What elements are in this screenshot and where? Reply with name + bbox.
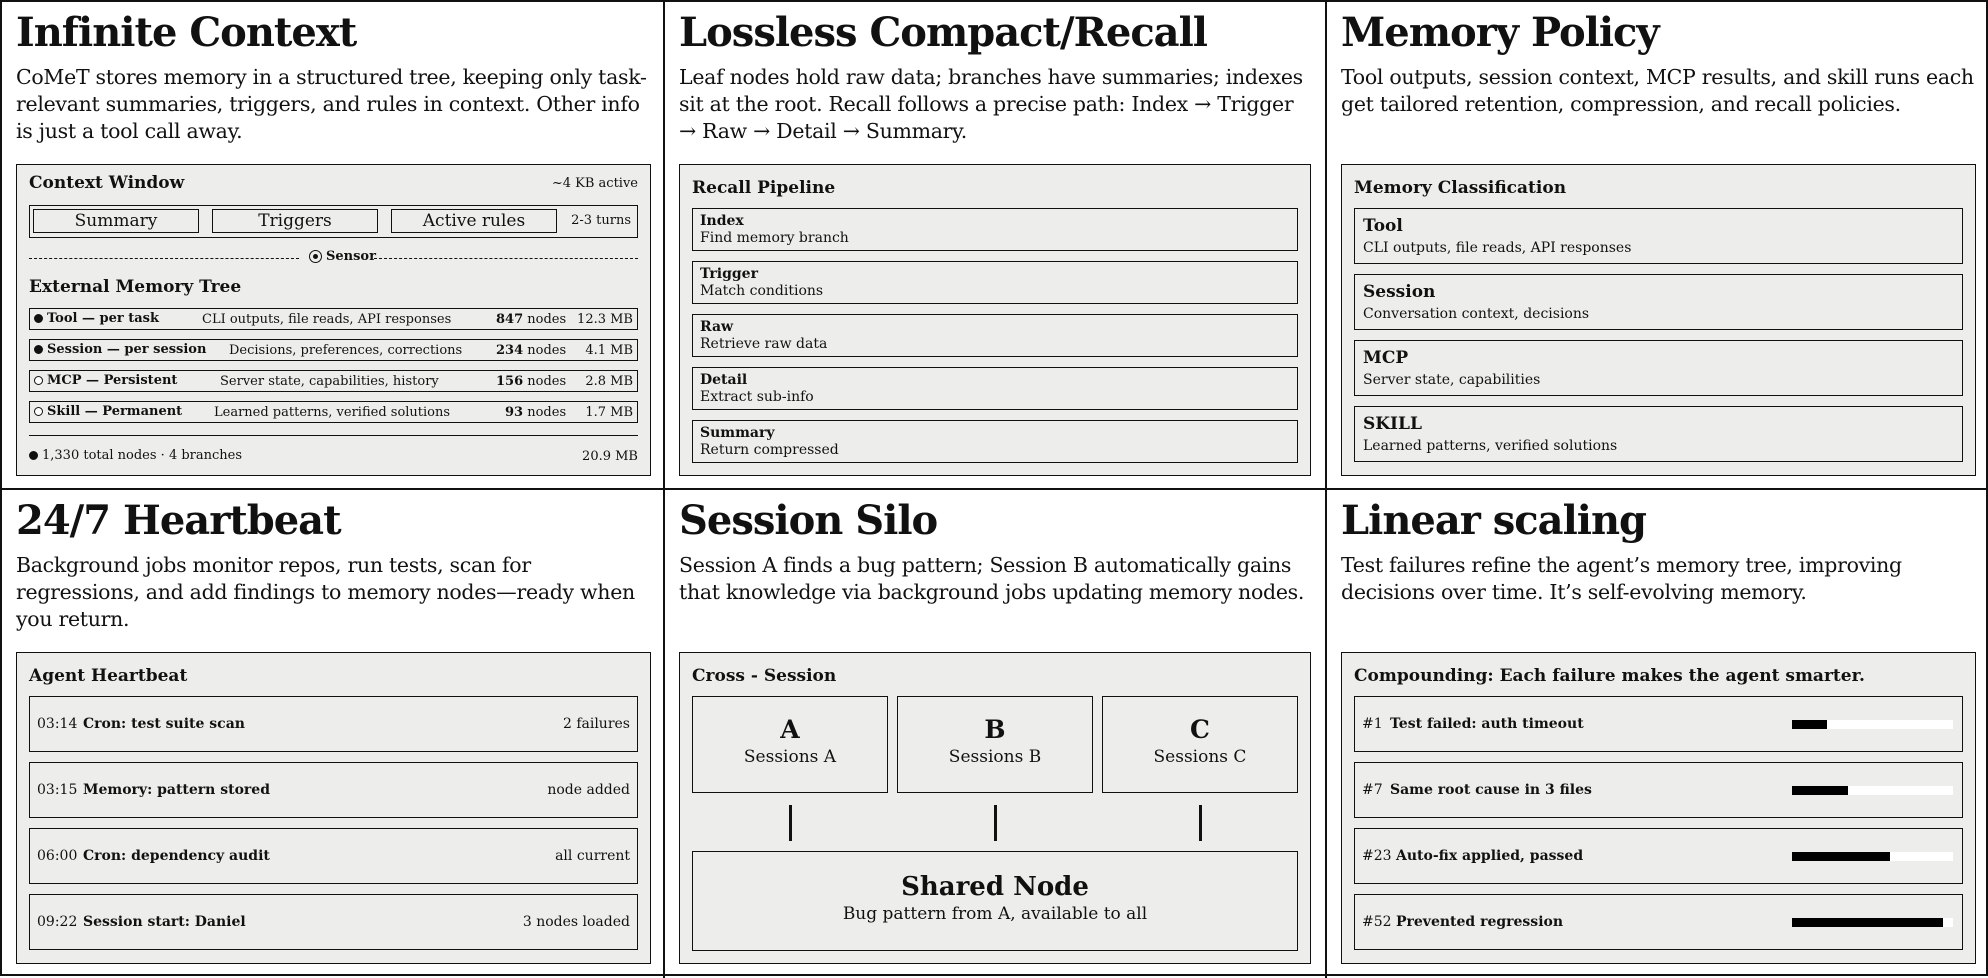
row-name: MCP — Persistent bbox=[47, 373, 178, 388]
session-label: Sessions B bbox=[948, 747, 1042, 767]
event-time: 03:15 bbox=[37, 782, 78, 798]
row-unit: nodes bbox=[527, 405, 567, 420]
scaling-item bbox=[1354, 762, 1963, 818]
event-time: 06:00 bbox=[37, 848, 78, 864]
class-item bbox=[1354, 406, 1963, 462]
progress-track bbox=[1792, 786, 1953, 795]
class-desc: Server state, capabilities bbox=[1363, 372, 1541, 388]
context-chips bbox=[29, 205, 638, 238]
card-description: CoMeT stores memory in a structured tree, keeping only task-relevant summaries, triggers, and rules in context. Other info is just a tool call away. bbox=[16, 65, 647, 143]
filled-dot-icon bbox=[34, 314, 43, 323]
tree-row bbox=[29, 401, 638, 423]
pipeline-step bbox=[692, 314, 1298, 357]
card-title: Linear scaling bbox=[1341, 497, 1647, 544]
row-size: 12.3 MB bbox=[577, 312, 633, 327]
panel-title: Agent Heartbeat bbox=[29, 666, 188, 686]
panel-title: Compounding: Each failure makes the agent smarter. bbox=[1354, 666, 1865, 686]
dashed-line bbox=[374, 258, 638, 259]
class-item bbox=[1354, 340, 1963, 396]
class-desc: CLI outputs, file reads, API responses bbox=[1363, 240, 1632, 256]
progress-fill bbox=[1792, 918, 1943, 927]
hollow-dot-icon bbox=[34, 407, 43, 416]
memory-policy-card bbox=[1327, 2, 1988, 488]
item-label: Auto-fix applied, passed bbox=[1396, 848, 1584, 864]
pipeline-step bbox=[692, 420, 1298, 463]
row-size: 4.1 MB bbox=[585, 343, 633, 358]
shared-title: Shared Node bbox=[901, 872, 1089, 902]
filled-dot-icon bbox=[29, 451, 38, 460]
row-unit: nodes bbox=[527, 374, 567, 389]
row-unit: nodes bbox=[527, 343, 567, 358]
class-name: Tool bbox=[1363, 216, 1403, 236]
row-unit: nodes bbox=[527, 312, 567, 327]
total-nodes: 1,330 total nodes · 4 branches bbox=[42, 448, 243, 463]
lossless-recall-card bbox=[665, 2, 1325, 488]
row-desc: Decisions, preferences, corrections bbox=[229, 343, 463, 358]
heartbeat-card bbox=[2, 490, 663, 976]
filled-dot-icon bbox=[34, 345, 43, 354]
event-status: node added bbox=[547, 782, 630, 798]
tree-row bbox=[29, 308, 638, 330]
panel-title: Context Window bbox=[29, 173, 185, 193]
session-box bbox=[1102, 696, 1298, 793]
class-item bbox=[1354, 274, 1963, 330]
pipeline-step bbox=[692, 208, 1298, 251]
event-status: 2 failures bbox=[562, 716, 630, 732]
event-label: Session start: Daniel bbox=[83, 914, 246, 930]
row-name: Session — per session bbox=[47, 342, 207, 357]
recall-pipeline-panel bbox=[679, 164, 1311, 476]
item-label: Prevented regression bbox=[1396, 914, 1564, 930]
progress-track bbox=[1792, 852, 1953, 861]
row-desc: Server state, capabilities, history bbox=[220, 374, 439, 389]
shared-node bbox=[692, 851, 1298, 951]
class-item bbox=[1354, 208, 1963, 264]
event-label: Memory: pattern stored bbox=[83, 782, 270, 798]
tree-row bbox=[29, 370, 638, 392]
cross-session-panel bbox=[679, 652, 1311, 964]
session-silo-card bbox=[665, 490, 1325, 976]
tree-row bbox=[29, 339, 638, 361]
heartbeat-event bbox=[29, 696, 638, 752]
compounding-panel bbox=[1341, 652, 1976, 964]
connector-line bbox=[1199, 805, 1202, 841]
sensor-icon bbox=[309, 250, 322, 263]
session-letter: B bbox=[984, 715, 1006, 744]
tree-title: External Memory Tree bbox=[29, 277, 242, 297]
item-number: #7 bbox=[1362, 782, 1383, 798]
pipeline-step bbox=[692, 261, 1298, 304]
step-desc: Return compressed bbox=[700, 442, 839, 458]
scaling-item bbox=[1354, 894, 1963, 950]
row-count: 93 bbox=[505, 405, 524, 420]
step-desc: Match conditions bbox=[700, 283, 824, 299]
step-name: Trigger bbox=[700, 266, 758, 282]
card-description: Leaf nodes hold raw data; branches have summaries; indexes sit at the root. Recall follows a precise path: Index → Trigger → Raw → Detail → Summary. bbox=[679, 65, 1303, 143]
card-description: Tool outputs, session context, MCP results, and skill runs each get tailored retention, compression, and recall policies. bbox=[1341, 65, 1974, 116]
context-window-panel bbox=[16, 164, 651, 476]
step-name: Detail bbox=[700, 372, 748, 388]
card-title: Memory Policy bbox=[1341, 9, 1659, 56]
hollow-dot-icon bbox=[34, 376, 43, 385]
scaling-item bbox=[1354, 828, 1963, 884]
dashed-line bbox=[29, 258, 299, 259]
row-desc: CLI outputs, file reads, API responses bbox=[202, 312, 452, 327]
infinite-context-card bbox=[2, 2, 663, 488]
row-name: Tool — per task bbox=[47, 311, 160, 326]
session-box bbox=[897, 696, 1093, 793]
card-title: Session Silo bbox=[679, 497, 938, 544]
turns-label: 2-3 turns bbox=[571, 213, 631, 228]
card-title: 24/7 Heartbeat bbox=[16, 497, 341, 544]
row-name: Skill — Permanent bbox=[47, 404, 183, 419]
event-label: Cron: dependency audit bbox=[83, 848, 270, 864]
class-name: MCP bbox=[1363, 348, 1409, 368]
row-count: 156 bbox=[496, 374, 524, 389]
agent-heartbeat-panel bbox=[16, 652, 651, 964]
event-label: Cron: test suite scan bbox=[83, 716, 245, 732]
progress-fill bbox=[1792, 720, 1827, 729]
chip-active-rules: Active rules bbox=[391, 209, 557, 233]
step-name: Index bbox=[700, 213, 744, 229]
event-time: 03:14 bbox=[37, 716, 78, 732]
event-status: 3 nodes loaded bbox=[522, 914, 630, 930]
panel-title: Cross - Session bbox=[692, 666, 837, 686]
session-box bbox=[692, 696, 888, 793]
session-letter: C bbox=[1190, 715, 1210, 744]
session-label: Sessions C bbox=[1153, 747, 1247, 767]
card-description: Background jobs monitor repos, run tests, scan for regressions, and add findings to memory nodes—ready when you return. bbox=[16, 553, 635, 631]
sensor-text: Sensor bbox=[326, 249, 376, 264]
heartbeat-event bbox=[29, 762, 638, 818]
sensor-label bbox=[309, 249, 376, 264]
linear-scaling-card bbox=[1327, 490, 1988, 976]
divider bbox=[29, 435, 638, 436]
active-size: ~4 KB active bbox=[551, 176, 638, 191]
class-name: Session bbox=[1363, 282, 1436, 302]
event-status: all current bbox=[555, 848, 630, 864]
session-letter: A bbox=[780, 715, 800, 744]
row-count: 234 bbox=[496, 343, 524, 358]
connector-line bbox=[994, 805, 997, 841]
heartbeat-event bbox=[29, 894, 638, 950]
progress-track bbox=[1792, 918, 1953, 927]
session-label: Sessions A bbox=[743, 747, 837, 767]
card-title: Infinite Context bbox=[16, 9, 357, 56]
total-size: 20.9 MB bbox=[582, 449, 638, 464]
step-desc: Extract sub-info bbox=[700, 389, 814, 405]
row-count: 847 bbox=[496, 312, 524, 327]
step-name: Raw bbox=[700, 319, 734, 335]
panel-title: Recall Pipeline bbox=[692, 178, 836, 198]
scaling-item bbox=[1354, 696, 1963, 752]
progress-fill bbox=[1792, 786, 1848, 795]
card-description: Test failures refine the agent’s memory tree, improving decisions over time. It’s self-evolving memory. bbox=[1341, 553, 1902, 604]
connector-line bbox=[789, 805, 792, 841]
row-desc: Learned patterns, verified solutions bbox=[214, 405, 451, 420]
card-description: Session A finds a bug pattern; Session B automatically gains that knowledge via background jobs updating memory nodes. bbox=[679, 553, 1305, 604]
panel-title: Memory Classification bbox=[1354, 178, 1567, 198]
item-number: #1 bbox=[1362, 716, 1383, 732]
memory-classification-panel bbox=[1341, 164, 1976, 476]
class-desc: Learned patterns, verified solutions bbox=[1363, 438, 1618, 454]
item-number: #52 bbox=[1362, 914, 1392, 930]
chip-triggers: Triggers bbox=[212, 209, 378, 233]
step-desc: Find memory branch bbox=[700, 230, 849, 246]
heartbeat-event bbox=[29, 828, 638, 884]
row-size: 1.7 MB bbox=[585, 405, 633, 420]
class-name: SKILL bbox=[1363, 414, 1422, 434]
step-desc: Retrieve raw data bbox=[700, 336, 828, 352]
progress-track bbox=[1792, 720, 1953, 729]
item-number: #23 bbox=[1362, 848, 1392, 864]
item-label: Same root cause in 3 files bbox=[1390, 782, 1592, 798]
class-desc: Conversation context, decisions bbox=[1363, 306, 1590, 322]
progress-fill bbox=[1792, 852, 1890, 861]
shared-desc: Bug pattern from A, available to all bbox=[842, 904, 1148, 924]
event-time: 09:22 bbox=[37, 914, 78, 930]
chip-summary: Summary bbox=[33, 209, 199, 233]
row-size: 2.8 MB bbox=[585, 374, 633, 389]
pipeline-step bbox=[692, 367, 1298, 410]
item-label: Test failed: auth timeout bbox=[1390, 716, 1584, 732]
step-name: Summary bbox=[700, 425, 775, 441]
card-title: Lossless Compact/Recall bbox=[679, 9, 1207, 56]
